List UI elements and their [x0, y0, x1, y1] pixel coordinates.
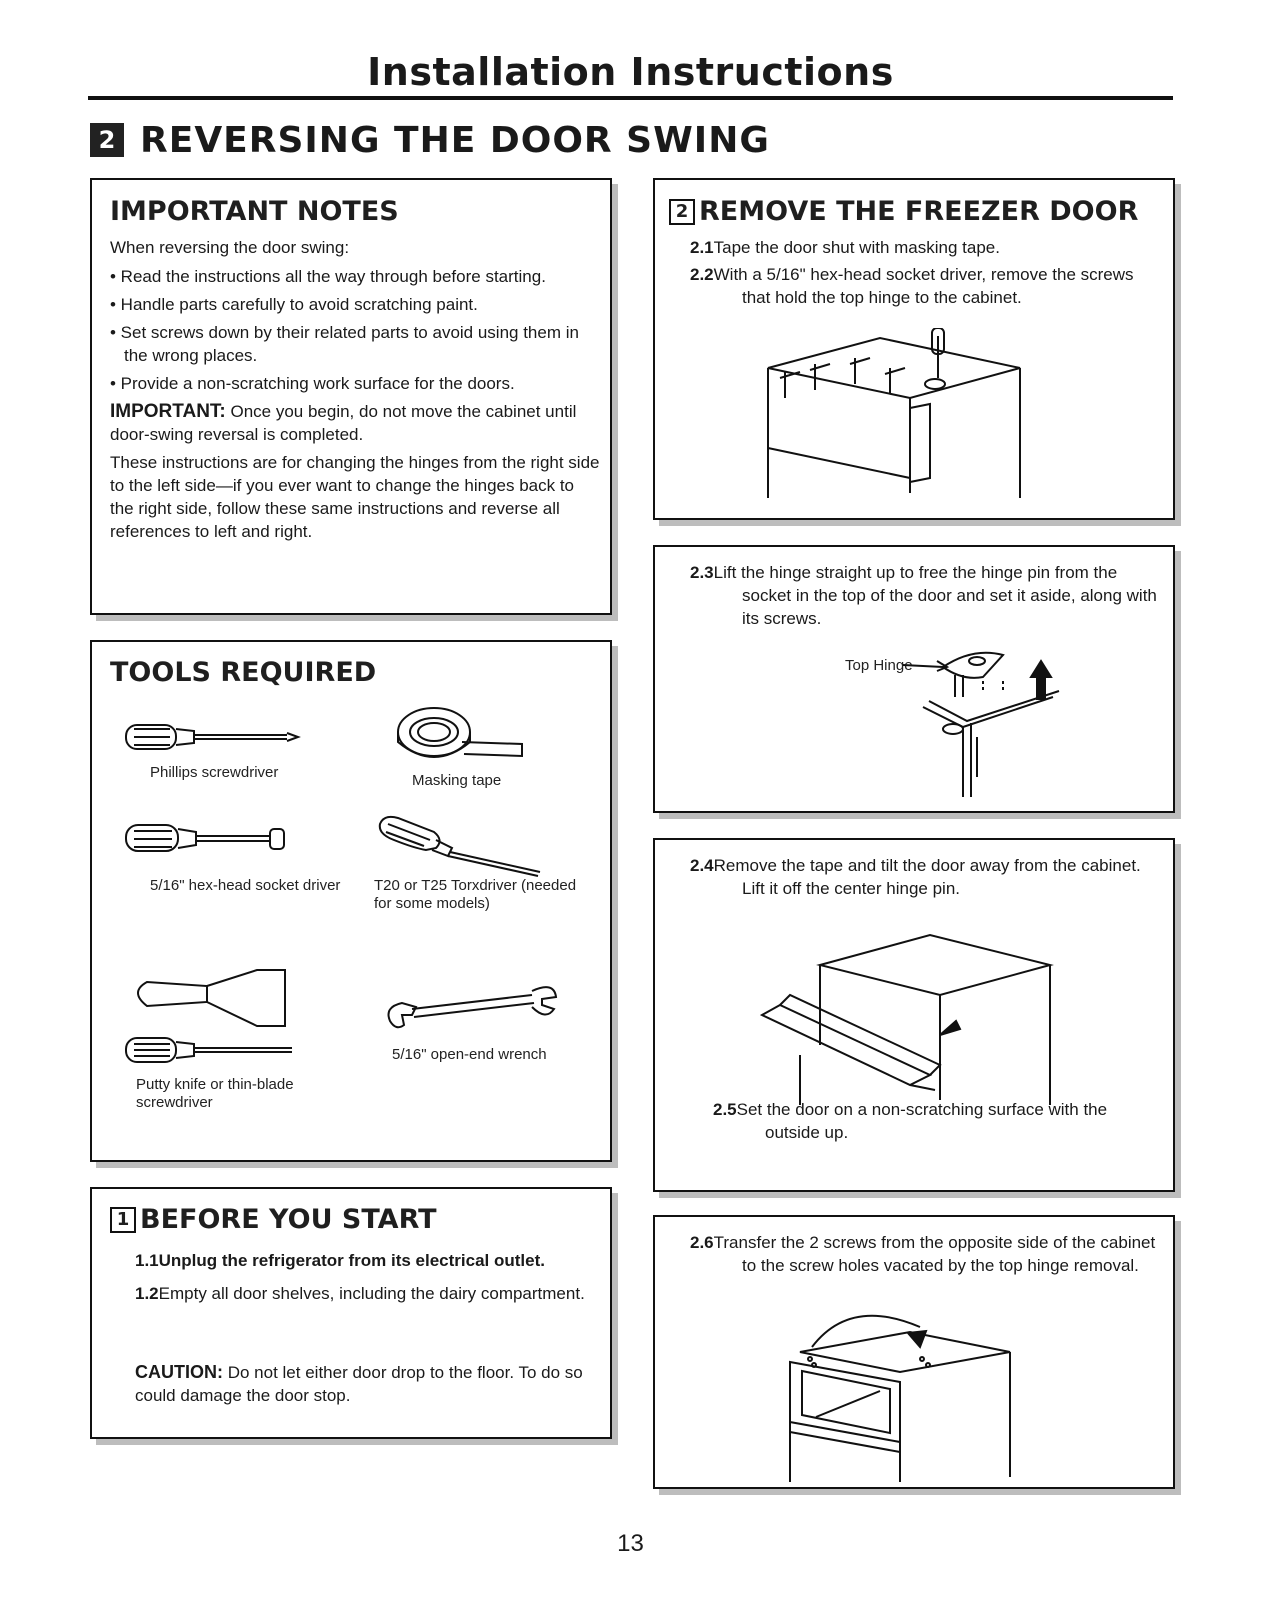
- notes-closing: These instructions are for changing the hinges from the right side to the left side—if you ever want to change the hinges back to the right side, follow these same instructions and reverse all references to left and right.: [110, 453, 600, 541]
- transfer-screws-illustration: [780, 1307, 1020, 1487]
- step-2-3: 2.3Lift the hinge straight up to free the hinge pin from the socket in the top of the door and set it aside, along with its screws.: [690, 563, 1157, 628]
- top-hinge-label: Top Hinge: [845, 657, 913, 674]
- important-notes-box: [90, 178, 612, 615]
- step-2-4: 2.4Remove the tape and tilt the door away from the cabinet. Lift it off the center hinge pin.: [690, 856, 1141, 898]
- masking-tape-icon: [392, 702, 532, 772]
- important-paragraph: [110, 400, 600, 446]
- tool-caption: Masking tape: [412, 772, 502, 789]
- remove-freezer-heading: [669, 196, 1138, 227]
- important-notes-title: IMPORTANT NOTES: [110, 196, 399, 227]
- title-rule: [88, 96, 1173, 100]
- hex-socket-driver-icon: [122, 817, 302, 861]
- transfer-screws-box: [653, 1215, 1175, 1489]
- before-you-start-box: [90, 1187, 612, 1439]
- thin-blade-screwdriver-icon: [122, 1032, 302, 1068]
- step-2-6: 2.6Transfer the 2 screws from the opposite side of the cabinet to the screw holes vacated by the top hinge removal.: [690, 1233, 1156, 1275]
- phillips-screwdriver-icon: [122, 717, 302, 757]
- notes-bullet: • Set screws down by their related parts to avoid using them in the wrong places.: [110, 323, 579, 365]
- tool-caption: T20 or T25 Torxdriver (needed for some models): [374, 877, 577, 912]
- remove-freezer-title: REMOVE THE FREEZER DOOR: [699, 196, 1139, 227]
- notes-bullet: • Provide a non-scratching work surface for the doors.: [110, 374, 515, 393]
- step-2-1: 2.1Tape the door shut with masking tape.: [690, 238, 1000, 257]
- before-start-number: 1: [110, 1207, 136, 1233]
- torx-driver-icon: [374, 810, 554, 880]
- tools-required-box: [90, 640, 612, 1162]
- section-heading: [90, 115, 770, 165]
- remove-freezer-number: 2: [669, 199, 695, 225]
- step-1-1: 1.1Unplug the refrigerator from its electrical outlet.: [135, 1251, 545, 1270]
- before-start-title: BEFORE YOU START: [140, 1204, 437, 1235]
- step-2-5: 2.5Set the door on a non-scratching surface with the outside up.: [713, 1100, 1108, 1142]
- page-number: 13: [617, 1530, 644, 1557]
- section-title: REVERSING THE DOOR SWING: [140, 119, 770, 161]
- tool-caption: 5/16" open-end wrench: [392, 1046, 547, 1063]
- notes-intro: When reversing the door swing:: [110, 238, 350, 257]
- caution-text: Do not let either door drop to the floor. To do so could damage the door stop.: [135, 1363, 583, 1405]
- lift-hinge-box: [653, 545, 1175, 813]
- remove-door-box: [653, 838, 1175, 1192]
- tool-caption: 5/16" hex-head socket driver: [150, 877, 341, 894]
- open-end-wrench-icon: [382, 977, 562, 1037]
- tool-caption: Putty knife or thin-blade screwdriver: [136, 1076, 294, 1111]
- step-1-2: 1.2Empty all door shelves, including the dairy compartment.: [135, 1284, 585, 1303]
- page-title: Installation Instructions: [367, 50, 894, 94]
- taped-door-illustration: [760, 328, 1030, 508]
- tools-title: TOOLS REQUIRED: [110, 657, 377, 688]
- caution-label: CAUTION:: [135, 1362, 223, 1382]
- section-number-badge: 2: [90, 123, 124, 157]
- tilt-door-illustration: [760, 925, 1060, 1115]
- important-label: IMPORTANT:: [110, 401, 226, 422]
- before-start-heading: [110, 1204, 437, 1235]
- step-2-2: 2.2With a 5/16" hex-head socket driver, remove the screws that hold the top hinge to the cabinet.: [690, 265, 1134, 307]
- tool-caption: Phillips screwdriver: [150, 764, 279, 781]
- top-hinge-illustration: [903, 637, 1103, 797]
- putty-knife-icon: [127, 962, 297, 1032]
- caution-paragraph: [135, 1361, 595, 1407]
- important-text: Once you begin, do not move the cabinet until door-swing reversal is completed.: [110, 402, 577, 444]
- notes-bullet: • Read the instructions all the way through before starting.: [110, 267, 546, 286]
- notes-bullet: • Handle parts carefully to avoid scratching paint.: [110, 295, 478, 314]
- remove-freezer-door-box: [653, 178, 1175, 520]
